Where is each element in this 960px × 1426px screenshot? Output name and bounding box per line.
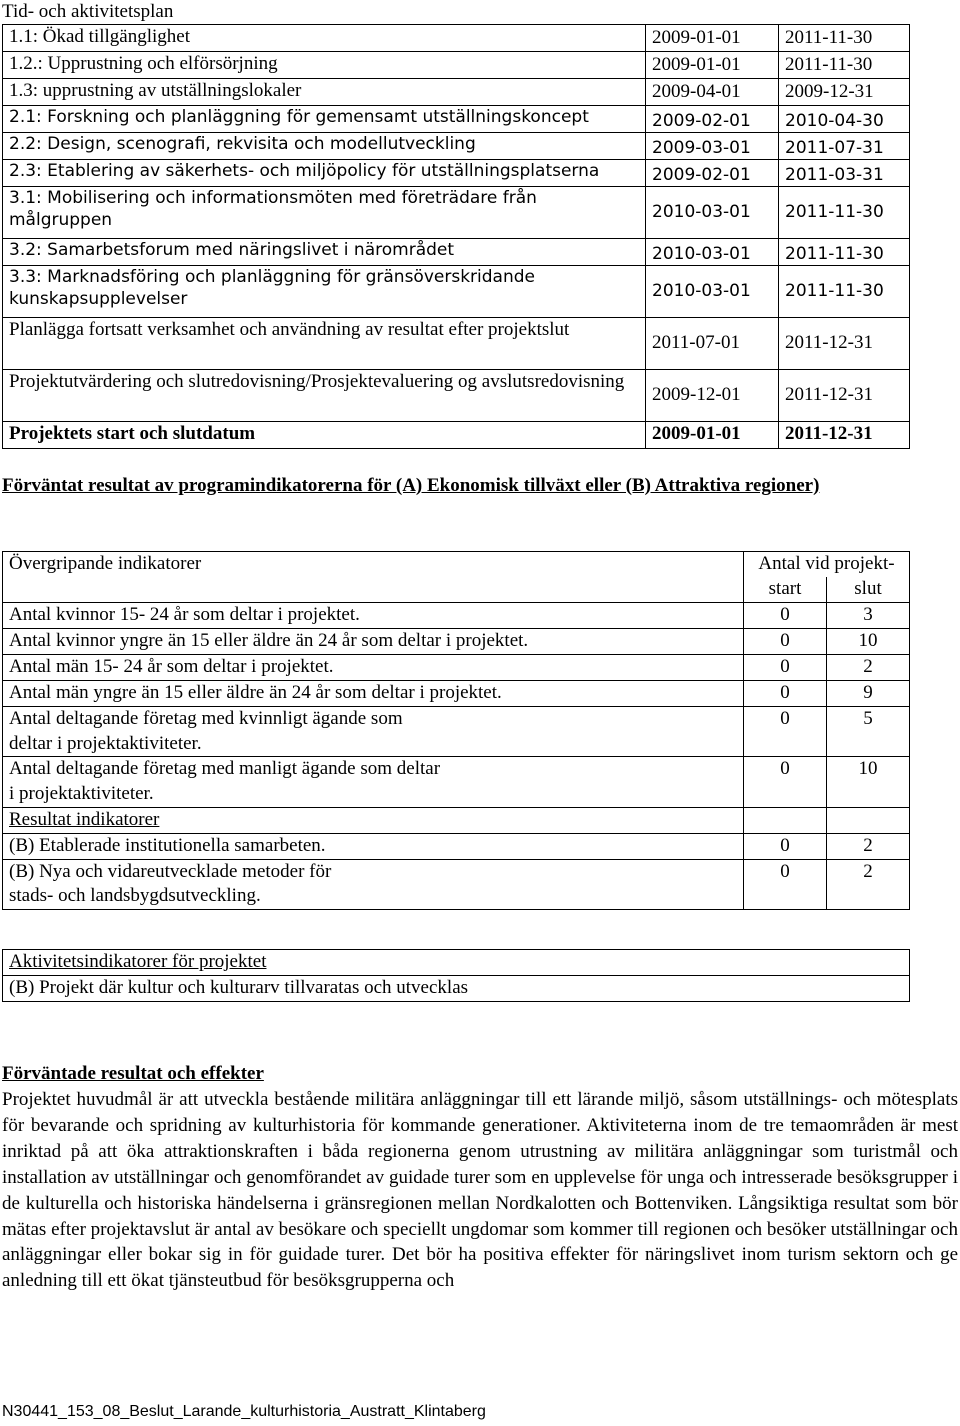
activity-indicators-header: Aktivitetsindikatorer för projektet bbox=[3, 950, 910, 976]
activity-cell: 1.1: Ökad tillgänglighet bbox=[3, 25, 646, 52]
table-row bbox=[3, 266, 910, 318]
start-date-cell: 2010-03-01 bbox=[646, 187, 779, 239]
activity-cell: Projektutvärdering och slutredovisning/Prosjektevaluering og avslutsredovisning bbox=[3, 370, 646, 422]
indicators-header-row bbox=[3, 552, 910, 578]
activity-indicators-header-row bbox=[3, 950, 910, 976]
start-date-cell: 2010-03-01 bbox=[646, 266, 779, 318]
indicator-start: 0 bbox=[744, 603, 827, 629]
indicator-label: Antal män 15- 24 år som deltar i projektet. bbox=[3, 655, 744, 681]
table-row bbox=[3, 106, 910, 133]
schedule-table bbox=[2, 24, 910, 449]
start-date-cell: 2009-01-01 bbox=[646, 25, 779, 52]
indicator-label: Antal kvinnor yngre än 15 eller äldre än 24 år som deltar i projektet. bbox=[3, 629, 744, 655]
table-row bbox=[3, 629, 910, 655]
indicator-end: 2 bbox=[827, 655, 910, 681]
end-date-cell: 2011-11-30 bbox=[779, 25, 910, 52]
end-date-cell: 2011-11-30 bbox=[779, 187, 910, 239]
start-date-cell: 2009-12-01 bbox=[646, 370, 779, 422]
col-start-header: start bbox=[744, 577, 827, 603]
total-start-date: 2009-01-01 bbox=[646, 422, 779, 449]
activity-cell: 1.2.: Upprustning och elförsörjning bbox=[3, 52, 646, 79]
activity-cell: 3.2: Samarbetsforum med näringslivet i närområdet bbox=[3, 239, 646, 266]
activity-cell: Planlägga fortsatt verksamhet och användning av resultat efter projektslut bbox=[3, 318, 646, 370]
total-label: Projektets start och slutdatum bbox=[3, 422, 646, 449]
activity-indicators-table bbox=[2, 949, 910, 1002]
indicator-start: 0 bbox=[744, 681, 827, 707]
table-row bbox=[3, 318, 910, 370]
end-date-cell: 2011-03-31 bbox=[779, 160, 910, 187]
indicator-label: Antal deltagande företag med manligt ägande som deltar i projektaktiviteter. bbox=[3, 757, 744, 807]
table-row bbox=[3, 239, 910, 266]
result-indicators-label: Resultat indikatorer bbox=[3, 807, 744, 833]
result-indicator-end: 2 bbox=[827, 859, 910, 909]
empty-cell bbox=[827, 807, 910, 833]
end-date-cell: 2009-12-31 bbox=[779, 79, 910, 106]
end-date-cell: 2010-04-30 bbox=[779, 106, 910, 133]
activity-indicator-row: (B) Projekt där kultur och kulturarv tillvaratas och utvecklas bbox=[3, 976, 910, 1002]
total-row bbox=[3, 422, 910, 449]
indicator-start: 0 bbox=[744, 707, 827, 757]
result-indicator-start: 0 bbox=[744, 833, 827, 859]
table-row bbox=[3, 681, 910, 707]
activity-cell: 1.3: upprustning av utställningslokaler bbox=[3, 79, 646, 106]
footer-filename: N30441_153_08_Beslut_Larande_kulturhistoria_Austratt_Klintaberg bbox=[2, 1403, 486, 1420]
table-row bbox=[3, 370, 910, 422]
indicator-end: 10 bbox=[827, 757, 910, 807]
table-row bbox=[3, 707, 910, 757]
result-indicator-start: 0 bbox=[744, 859, 827, 909]
table-row bbox=[3, 133, 910, 160]
effects-heading: Förväntade resultat och effekter bbox=[2, 1063, 264, 1084]
result-indicator-label: (B) Nya och vidareutvecklade metoder för stads- och landsbygdsutveckling. bbox=[3, 859, 744, 909]
col-end-header: slut bbox=[827, 577, 910, 603]
table-row bbox=[3, 160, 910, 187]
results-heading: Förväntat resultat av programindikatorerna för (A) Ekonomisk tillväxt eller (B) Attraktiva regioner) bbox=[2, 475, 820, 496]
end-date-cell: 2011-12-31 bbox=[779, 370, 910, 422]
activity-cell: 3.1: Mobilisering och informationsmöten med företrädare från målgruppen bbox=[3, 187, 646, 239]
table-row bbox=[3, 859, 910, 909]
start-date-cell: 2009-01-01 bbox=[646, 52, 779, 79]
activity-cell: 2.3: Etablering av säkerhets- och miljöpolicy för utställningsplatserna bbox=[3, 160, 646, 187]
start-date-cell: 2011-07-01 bbox=[646, 318, 779, 370]
indicator-end: 5 bbox=[827, 707, 910, 757]
indicators-header-label: Övergripande indikatorer bbox=[3, 552, 744, 578]
start-date-cell: 2009-02-01 bbox=[646, 160, 779, 187]
start-date-cell: 2009-03-01 bbox=[646, 133, 779, 160]
end-date-cell: 2011-11-30 bbox=[779, 52, 910, 79]
table-row bbox=[3, 52, 910, 79]
activity-cell: 2.1: Forskning och planläggning för gemensamt utställningskoncept bbox=[3, 106, 646, 133]
activity-cell: 2.2: Design, scenografi, rekvisita och modellutveckling bbox=[3, 133, 646, 160]
table-row bbox=[3, 187, 910, 239]
table-row bbox=[3, 833, 910, 859]
indicator-end: 9 bbox=[827, 681, 910, 707]
indicator-label: Antal kvinnor 15- 24 år som deltar i projektet. bbox=[3, 603, 744, 629]
indicator-label: Antal män yngre än 15 eller äldre än 24 år som deltar i projektet. bbox=[3, 681, 744, 707]
table-row bbox=[3, 757, 910, 807]
start-date-cell: 2009-02-01 bbox=[646, 106, 779, 133]
table-row bbox=[3, 79, 910, 106]
end-date-cell: 2011-12-31 bbox=[779, 318, 910, 370]
indicator-start: 0 bbox=[744, 655, 827, 681]
indicators-table bbox=[2, 551, 910, 910]
indicators-subheader-row bbox=[3, 577, 910, 603]
total-end-date: 2011-12-31 bbox=[779, 422, 910, 449]
indicators-count-header: Antal vid projekt- bbox=[744, 552, 910, 578]
end-date-cell: 2011-11-30 bbox=[779, 266, 910, 318]
result-indicators-header-row bbox=[3, 807, 910, 833]
result-indicator-label: (B) Etablerade institutionella samarbeten. bbox=[3, 833, 744, 859]
start-date-cell: 2009-04-01 bbox=[646, 79, 779, 106]
effects-body: Projektet huvudmål är att utveckla bestående militära anläggningar till ett lärande miljö, såsom utställnings- och mötesplats för bevarande och spridning av kulturhistoria för kommande generationer. Aktiviteterna inom de tre temaområden är mest inriktad på att öka attraktionskraften i båda regionerna genom utrustning av militära anläggningar som turistmål och installation av utställningar och genomförandet av guidade turer som en upplevelse för unga och intresserade besöksgrupper i de kulturella och historiska händelserna i gränsregionen mellan Nordkalotten och Bottenviken. Långsiktiga resultat som bör mätas efter projektavslut är antal av besökare och speciellt ungdomar som kommer till regionen och besöker utställningar och anläggningar eller bokar sig in för guidade turer. Det bör ha positiva effekter för näringslivet inom turism sektorn och ge anledning till ett ökat tjänsteutbud för besöksgrupperna och bbox=[2, 1089, 958, 1292]
table-row bbox=[3, 25, 910, 52]
table-row bbox=[3, 603, 910, 629]
table-row bbox=[3, 976, 910, 1002]
table-row bbox=[3, 655, 910, 681]
schedule-title: Tid- och aktivitetsplan bbox=[2, 1, 174, 22]
indicator-start: 0 bbox=[744, 629, 827, 655]
empty-cell bbox=[744, 807, 827, 833]
indicator-start: 0 bbox=[744, 757, 827, 807]
result-indicator-end: 2 bbox=[827, 833, 910, 859]
indicator-end: 10 bbox=[827, 629, 910, 655]
indicator-label: Antal deltagande företag med kvinnligt ägande som deltar i projektaktiviteter. bbox=[3, 707, 744, 757]
end-date-cell: 2011-11-30 bbox=[779, 239, 910, 266]
end-date-cell: 2011-07-31 bbox=[779, 133, 910, 160]
indicator-end: 3 bbox=[827, 603, 910, 629]
indicators-subheader-empty bbox=[3, 577, 744, 603]
start-date-cell: 2010-03-01 bbox=[646, 239, 779, 266]
activity-cell: 3.3: Marknadsföring och planläggning för gränsöverskridande kunskapsupplevelser bbox=[3, 266, 646, 318]
